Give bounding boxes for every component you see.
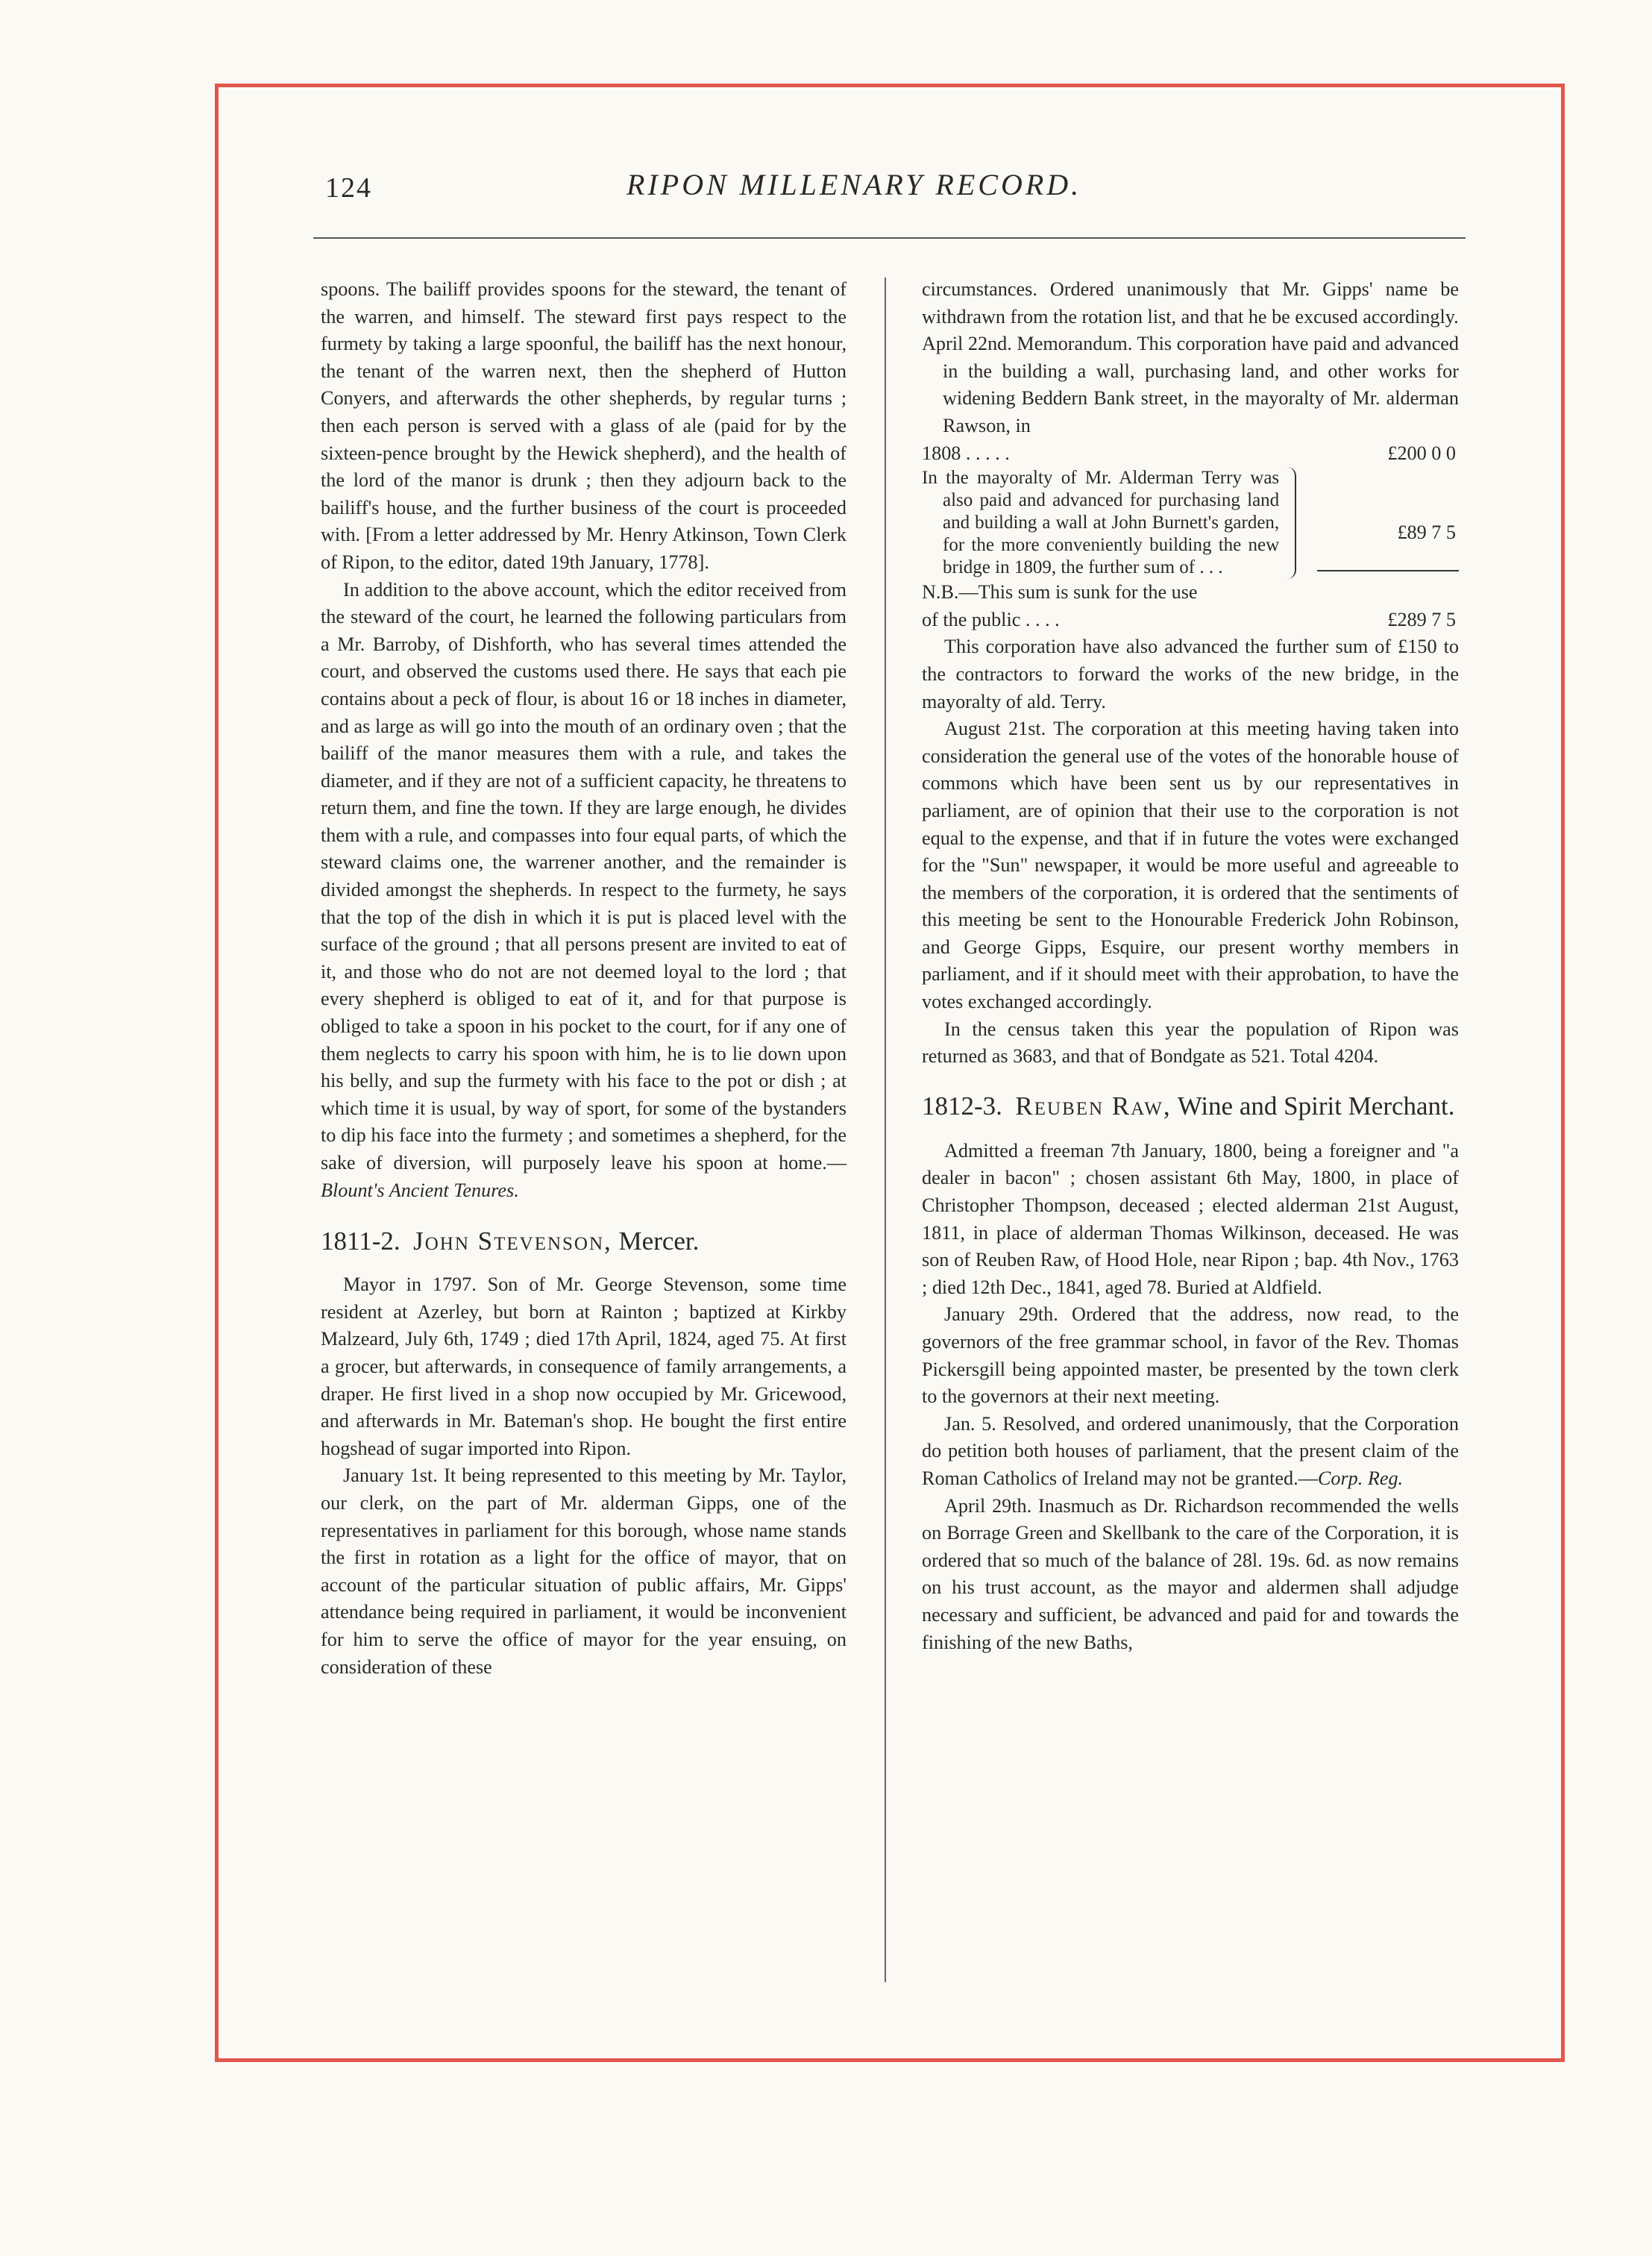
paragraph: August 21st. The corporation at this meeting having taken into consideration the general use of the votes of the honorable house of commons which have been sent us by our representatives in parliament, are of opinion that their use to the corporation is not equal to the expense, and that if in future the votes were exchanged for the "Sun" newspaper, it would be more useful and agreeable to the members of the corporation, it is ordered that the sentiments of this meeting be sent to the Honourable Frederick John Robinson, and George Gipps, Esquire, our present worthy members in parliament, and if it should meet with their approbation, to have the votes exchanged accordingly.	[922, 718, 1459, 1013]
account-amount: £200 0 0	[1387, 442, 1456, 464]
account-year: 1808 . . . . .	[922, 442, 1010, 464]
paragraph: April 29th. Inasmuch as Dr. Richardson recommended the wells on Borrage Green and Skellbank to the care of the Corporation, it is ordered that so much of the balance of 28l. 19s. 6d. as now remains on his trust account, as the mayor and aldermen shall adjudge necessary and sufficient, be advanced and paid for and towards the finishing of the new Baths,	[922, 1494, 1459, 1653]
paragraph-text: Jan. 5. Resolved, and ordered unanimously, that the Corporation do petition both houses of parliament, that the present claim of the Roman Catholics of Ireland may not be granted.—	[922, 1412, 1459, 1489]
entry-years: 1811-2.	[321, 1226, 401, 1256]
source-citation: Corp. Reg.	[1317, 1467, 1404, 1489]
right-column	[922, 276, 1459, 1656]
paragraph-text: In addition to the above account, which the editor received from the steward of the court, he learned the following particulars from a Mr. Barroby, of Dishforth, who has several times attended the court, and observed the customs used there. He says that each pie contains about a peck of flour, is about 16 or 18 inches in diameter, and as large as will go into the mouth of an ordinary oven ; that the bailiff of the manor measures them with a rule, and takes the diameter, and if they are not of a sufficient capacity, he threatens to return them, and fine the town. If they are large enough, he divides them with a rule, and compasses into four equal parts, of which the steward claims one, the warrener another, and the remainder is divided amongst the shepherds. In respect to the furmety, he says that the top of the dish in which it is put is placed level with the surface of the ground ; that all persons present are invited to eat of it, and those who do not are not deemed loyal to the lord ; that every shepherd is obliged to eat of it, and for that purpose is obliged to take a spoon in his pocket to the court, for if any one of them neglects to carry his spoon with him, he is to lie down upon his belly, and sup the furmety with his face to the pot or dish ; at which time it is usual, by way of sport, for some of the bystanders to dip his face into the furmety ; and sometimes a shepherd, for the sake of diversion, will purposely leave his spoon at home.—	[321, 578, 847, 1174]
paragraph: Mayor in 1797. Son of Mr. George Stevenson, some time resident at Azerley, but born at Rainton ; baptized at Kirkby Malzeard, July 6th, 1749 ; died 17th April, 1824, aged 75. At first a grocer, but afterwards, in consequence of family arrangements, a draper. He first lived in a shop now occupied by Mr. Gricewood, and afterwards in Mr. Bateman's shop. He bought the first entire hogshead of sugar imported into Ripon.	[321, 1273, 847, 1459]
account-text: In the mayoralty of Mr. Alderman Terry was also paid and advanced for purchasing land and building a wall at John Burnett's garden, for the more conveniently building the new bridge in 1809, the further sum of . . .	[922, 468, 1280, 578]
entry-heading	[321, 1226, 847, 1256]
source-citation: Blount's Ancient Tenures.	[321, 1179, 519, 1201]
paragraph	[321, 577, 847, 1205]
account-entry	[922, 330, 1459, 467]
account-total: £289 7 5	[1387, 608, 1456, 630]
entry-trade: Wine and Spirit Merchant.	[1177, 1091, 1455, 1121]
account-label: of the public . . . .	[922, 608, 1060, 630]
entry-years: 1812-3.	[922, 1091, 1002, 1121]
paragraph: In the census taken this year the population of Ripon was returned as 3683, and that of Bondgate as 521. Total 4204.	[922, 1018, 1459, 1068]
entry-trade: Mercer.	[618, 1226, 700, 1256]
braced-amount-cell	[1317, 467, 1459, 579]
sum-rule	[1317, 570, 1459, 571]
account-line	[922, 607, 1459, 634]
braced-account	[922, 467, 1459, 579]
left-column	[321, 276, 847, 1681]
column-divider	[885, 278, 886, 1982]
paragraph: January 29th. Ordered that the address, now read, to the governors of the free grammar school, in favor of the Rev. Thomas Pickersgill being appointed master, be presented by the town clerk to the governors at their next meeting.	[922, 1303, 1459, 1408]
paragraph: Admitted a freeman 7th January, 1800, being a foreigner and "a dealer in bacon" ; chosen assistant 6th May, 1800, in place of Christopher Thompson, deceased ; elected alderman 21st August, 1811, in place of alderman Thomas Wilkinson, deceased. He was son of Reuben Raw, of Hood Hole, near Ripon ; bap. 4th Nov., 1763 ; died 12th Dec., 1841, aged 78. Buried at Aldfield.	[922, 1139, 1459, 1298]
entry-name: Reuben Raw,	[1015, 1091, 1172, 1121]
account-amount: £89 7 5	[1397, 521, 1456, 544]
account-entry	[922, 579, 1459, 633]
running-title: RIPON MILLENARY RECORD.	[626, 168, 1082, 201]
paragraph: circumstances. Ordered unanimously that Mr. Gipps' name be withdrawn from the rotation list, and that he be excused accordingly.	[922, 278, 1459, 328]
account-note: N.B.—This sum is sunk for the use	[922, 581, 1198, 604]
account-line	[922, 440, 1459, 468]
page-number: 124	[325, 172, 372, 204]
paragraph: This corporation have also advanced the further sum of £150 to the contractors to forward the works of the new bridge, in the mayoralty of ald. Terry.	[922, 636, 1459, 712]
entry-heading	[922, 1091, 1459, 1121]
paragraph: spoons. The bailiff provides spoons for the steward, the tenant of the warren, and himself. The steward first pays respect to the furmety by taking a large spoonful, the bailiff has the next honour, the tenant of the warren next, then the shepherd of Hutton Conyers, and afterwards the other shepherds, by regular turns ; then each person is served with a glass of ale (paid for by the sixteen-pence brought by the Hewick shepherd), and the health of the lord of the manor is drunk ; then they adjourn back to the bailiff's house, and the further business of the court is proceeded with. [From a letter addressed by Mr. Henry Atkinson, Town Clerk of Ripon, to the editor, dated 19th January, 1778].	[321, 278, 847, 573]
header-rule	[313, 237, 1466, 239]
paragraph	[922, 1411, 1459, 1493]
brace	[1279, 467, 1296, 579]
entry-name: John Stevenson,	[413, 1226, 612, 1256]
account-text: April 22nd. Memorandum. This corporation have paid and advanced in the building a wall, purchasing land, and other works for widening Beddern Bank street, in the mayoralty of Mr. alderman Rawson, in	[922, 333, 1459, 436]
paragraph: January 1st. It being represented to this meeting by Mr. Taylor, our clerk, on the part of Mr. alderman Gipps, one of the representatives in parliament for this borough, whose name stands the first in rotation as a light for the office of mayor, that on account of the particular situation of public affairs, Mr. Gipps' attendance being required in parliament, it would be inconvenient for him to serve the office of mayor for the year ensuing, on consideration of these	[321, 1464, 847, 1678]
